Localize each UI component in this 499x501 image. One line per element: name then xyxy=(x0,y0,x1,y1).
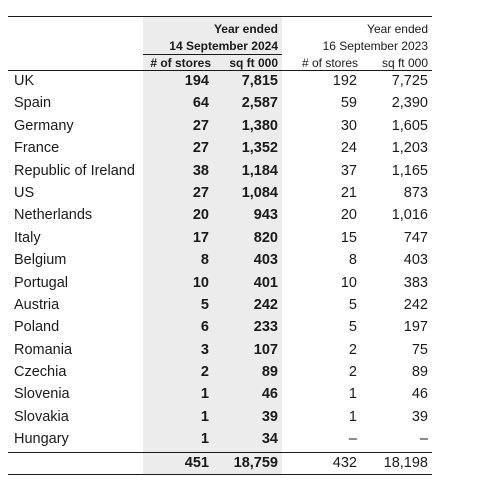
previous-sqft-cell: 1,016 xyxy=(391,207,428,224)
table-row xyxy=(0,272,499,294)
total-current-sqft: 18,759 xyxy=(233,455,278,471)
previous-sqft-cell: 89 xyxy=(411,364,428,381)
current-stores-cell: 2 xyxy=(200,364,209,381)
previous-sqft-header: sq ft 000 xyxy=(381,56,428,70)
current-stores-cell: 10 xyxy=(192,274,209,291)
previous-sqft-cell: – xyxy=(419,431,428,448)
country-cell: US xyxy=(14,184,35,201)
previous-sqft-cell: 1,203 xyxy=(391,140,428,157)
table-row xyxy=(0,204,499,226)
table-row xyxy=(0,339,499,361)
table-row xyxy=(0,249,499,271)
current-period-date: 14 September 2024 xyxy=(169,39,278,53)
previous-period-label: Year ended xyxy=(367,22,428,36)
table-row xyxy=(0,316,499,338)
previous-sqft-cell: 1,165 xyxy=(391,162,428,179)
country-cell: UK xyxy=(14,73,35,89)
current-sqft-cell: 242 xyxy=(253,296,278,313)
previous-stores-cell: 8 xyxy=(348,252,357,269)
current-sqft-cell: 233 xyxy=(253,319,278,336)
previous-sqft-cell: 873 xyxy=(403,184,428,201)
table-row xyxy=(0,115,499,137)
country-cell: Hungary xyxy=(14,431,69,448)
previous-stores-cell: 30 xyxy=(340,117,357,134)
previous-stores-cell: 20 xyxy=(340,207,357,224)
current-stores-cell: 194 xyxy=(184,73,209,89)
top-rule xyxy=(8,16,432,17)
previous-sqft-cell: 46 xyxy=(411,386,428,403)
country-cell: Portugal xyxy=(14,274,69,291)
current-stores-cell: 1 xyxy=(200,431,209,448)
previous-stores-cell: 24 xyxy=(340,140,357,157)
current-sqft-cell: 820 xyxy=(253,229,278,246)
current-sqft-cell: 1,380 xyxy=(241,117,278,134)
current-sqft-cell: 1,084 xyxy=(241,184,278,201)
current-stores-cell: 1 xyxy=(200,408,209,425)
totals-row xyxy=(0,452,499,474)
table-row xyxy=(0,361,499,383)
country-cell: Republic of Ireland xyxy=(14,162,135,179)
country-cell: Poland xyxy=(14,319,60,336)
current-stores-cell: 38 xyxy=(192,162,209,179)
current-stores-cell: 20 xyxy=(192,207,209,224)
current-sqft-cell: 943 xyxy=(253,207,278,224)
previous-sqft-cell: 1,605 xyxy=(391,117,428,134)
current-sqft-cell: 89 xyxy=(261,364,278,381)
previous-sqft-cell: 242 xyxy=(403,296,428,313)
current-stores-cell: 27 xyxy=(192,117,209,134)
previous-stores-cell: 192 xyxy=(332,73,357,89)
totals-bottom-rule xyxy=(8,474,432,475)
table-row xyxy=(0,406,499,428)
previous-period-date: 16 September 2023 xyxy=(322,39,428,53)
table-body xyxy=(0,70,499,451)
current-stores-cell: 6 xyxy=(200,319,209,336)
current-stores-cell: 27 xyxy=(192,140,209,157)
current-stores-cell: 8 xyxy=(200,252,209,269)
current-sqft-cell: 2,587 xyxy=(241,95,278,112)
current-stores-header: # of stores xyxy=(150,56,211,70)
table-row xyxy=(0,70,499,92)
current-sqft-cell: 1,184 xyxy=(241,162,278,179)
country-cell: Slovakia xyxy=(14,408,69,425)
country-cell: Belgium xyxy=(14,252,67,269)
country-cell: Romania xyxy=(14,341,73,358)
previous-stores-cell: – xyxy=(348,431,357,448)
total-previous-stores: 432 xyxy=(332,455,357,471)
total-previous-sqft: 18,198 xyxy=(383,455,428,471)
current-sqft-cell: 34 xyxy=(261,431,278,448)
country-cell: Austria xyxy=(14,296,60,313)
current-stores-cell: 17 xyxy=(192,229,209,246)
previous-sqft-cell: 75 xyxy=(411,341,428,358)
table-row xyxy=(0,182,499,204)
country-cell: Spain xyxy=(14,95,52,112)
current-sqft-cell: 403 xyxy=(253,252,278,269)
total-current-stores: 451 xyxy=(184,455,209,471)
previous-sqft-cell: 403 xyxy=(403,252,428,269)
previous-stores-cell: 15 xyxy=(340,229,357,246)
current-sqft-cell: 401 xyxy=(253,274,278,291)
country-cell: Germany xyxy=(14,117,74,134)
current-sqft-header: sq ft 000 xyxy=(229,56,278,70)
previous-sqft-cell: 39 xyxy=(411,408,428,425)
current-sqft-cell: 39 xyxy=(261,408,278,425)
current-stores-cell: 3 xyxy=(200,341,209,358)
current-date-rule xyxy=(143,54,282,55)
current-sqft-cell: 107 xyxy=(253,341,278,358)
country-cell: France xyxy=(14,140,60,157)
previous-stores-cell: 37 xyxy=(340,162,357,179)
current-stores-cell: 64 xyxy=(192,95,209,112)
country-cell: Czechia xyxy=(14,364,67,381)
table-row xyxy=(0,160,499,182)
previous-sqft-cell: 2,390 xyxy=(391,95,428,112)
previous-stores-cell: 10 xyxy=(340,274,357,291)
table-row xyxy=(0,383,499,405)
previous-stores-cell: 2 xyxy=(348,341,357,358)
table-row xyxy=(0,137,499,159)
previous-stores-cell: 1 xyxy=(348,408,357,425)
previous-sqft-cell: 383 xyxy=(403,274,428,291)
current-sqft-cell: 7,815 xyxy=(241,73,278,89)
previous-sqft-cell: 747 xyxy=(403,229,428,246)
previous-stores-cell: 21 xyxy=(340,184,357,201)
previous-stores-cell: 5 xyxy=(348,296,357,313)
previous-sqft-cell: 7,725 xyxy=(391,73,428,89)
previous-stores-header: # of stores xyxy=(301,56,358,70)
previous-stores-cell: 1 xyxy=(348,386,357,403)
current-stores-cell: 27 xyxy=(192,184,209,201)
current-sqft-cell: 46 xyxy=(261,386,278,403)
table-row xyxy=(0,428,499,450)
table-row xyxy=(0,227,499,249)
previous-sqft-cell: 197 xyxy=(403,319,428,336)
country-cell: Slovenia xyxy=(14,386,70,403)
previous-stores-cell: 2 xyxy=(348,364,357,381)
current-period-label: Year ended xyxy=(213,22,278,36)
previous-stores-cell: 5 xyxy=(348,319,357,336)
current-stores-cell: 1 xyxy=(200,386,209,403)
country-cell: Netherlands xyxy=(14,207,93,224)
table-row xyxy=(0,294,499,316)
current-sqft-cell: 1,352 xyxy=(241,140,278,157)
previous-stores-cell: 59 xyxy=(340,95,357,112)
table-row xyxy=(0,92,499,114)
country-cell: Italy xyxy=(14,229,41,246)
current-stores-cell: 5 xyxy=(200,296,209,313)
